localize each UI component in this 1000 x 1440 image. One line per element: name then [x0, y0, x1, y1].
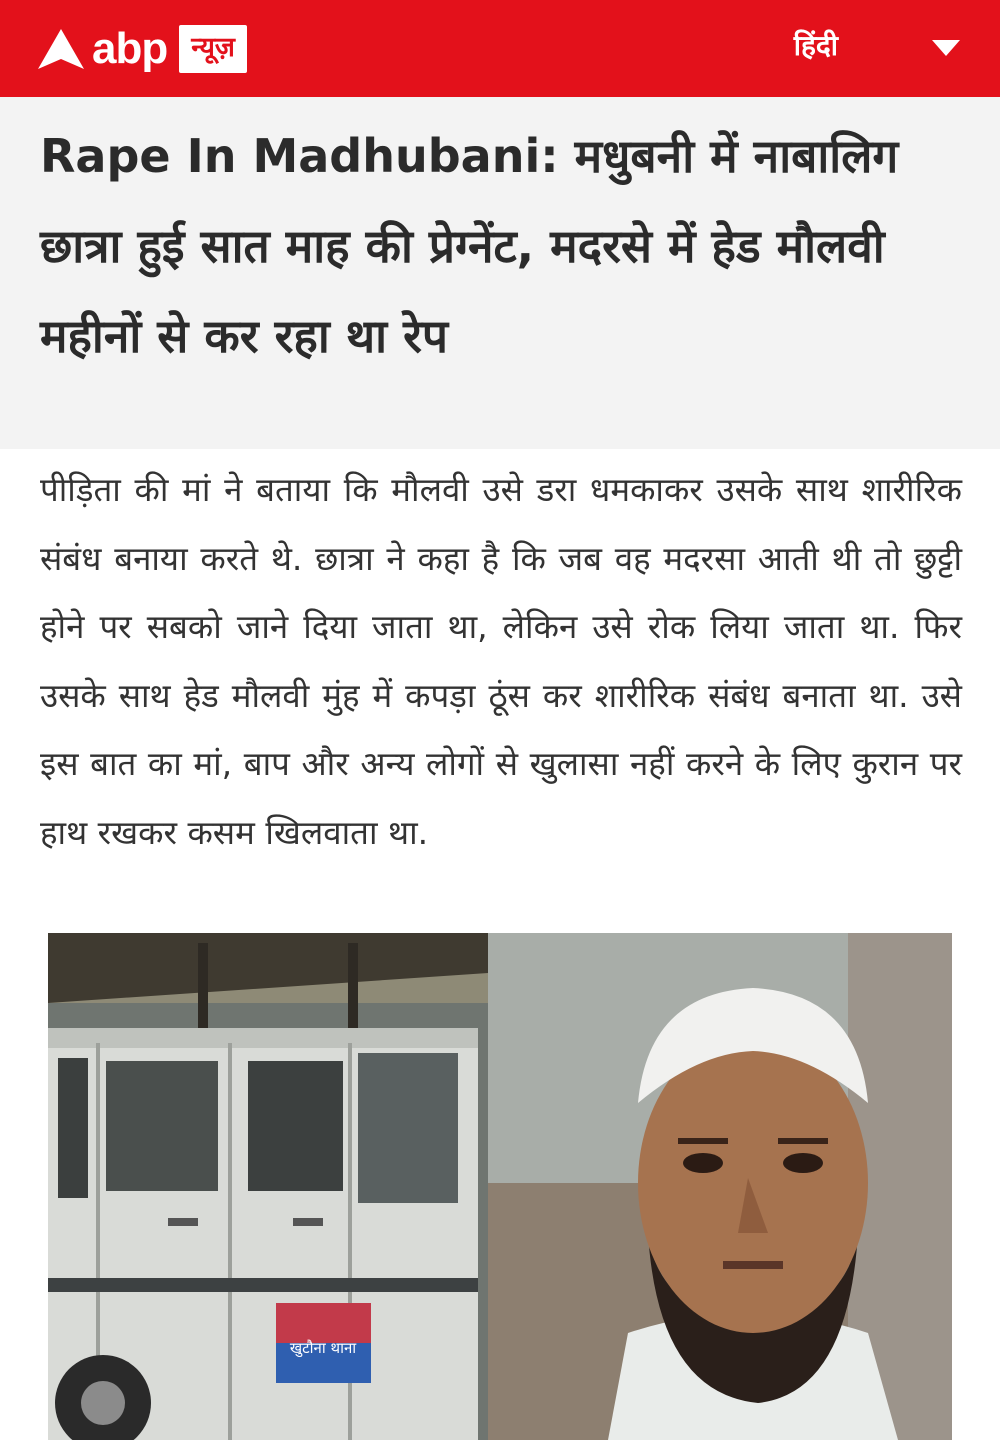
logo-text: abp: [92, 23, 168, 73]
abp-news-logo[interactable]: [38, 19, 247, 79]
vehicle-door-label: खुटौना थाना: [289, 1339, 357, 1357]
article-image-graphic: [48, 933, 952, 1440]
logo-tag: न्यूज़: [179, 25, 247, 73]
article-image[interactable]: [48, 933, 952, 1440]
chevron-down-icon[interactable]: [932, 40, 960, 56]
article-body: पीड़िता की मां ने बताया कि मौलवी उसे डरा धमकाकर उसके साथ शारीरिक संबंध बनाया करते थे. छात्रा ने कहा है कि जब वह मदरसा आती थी तो छुट्टी होने पर सबको जाने दिया जाता था, लेकिन उसे रोक लिया जाता था. फिर उसके साथ हेड मौलवी मुंह में कपड़ा ठूंस कर शारीरिक संबंध बनाता था. उसे इस बात का मां, बाप और अन्य लोगों से खुलासा नहीं करने के लिए कुरान पर हाथ रखकर कसम खिलवाता था.: [40, 470, 962, 852]
article-headline: Rape In Madhubani: मधुबनी में नाबालिग छात्रा हुई सात माह की प्रेग्नेंट, मदरसे में हेड मौलवी महीनों से कर रहा था रेप: [40, 129, 899, 363]
headline-section: [0, 97, 1000, 449]
top-header: [0, 0, 1000, 97]
abp-triangle-logo-icon: [38, 29, 84, 69]
language-selector[interactable]: हिंदी: [793, 29, 838, 62]
